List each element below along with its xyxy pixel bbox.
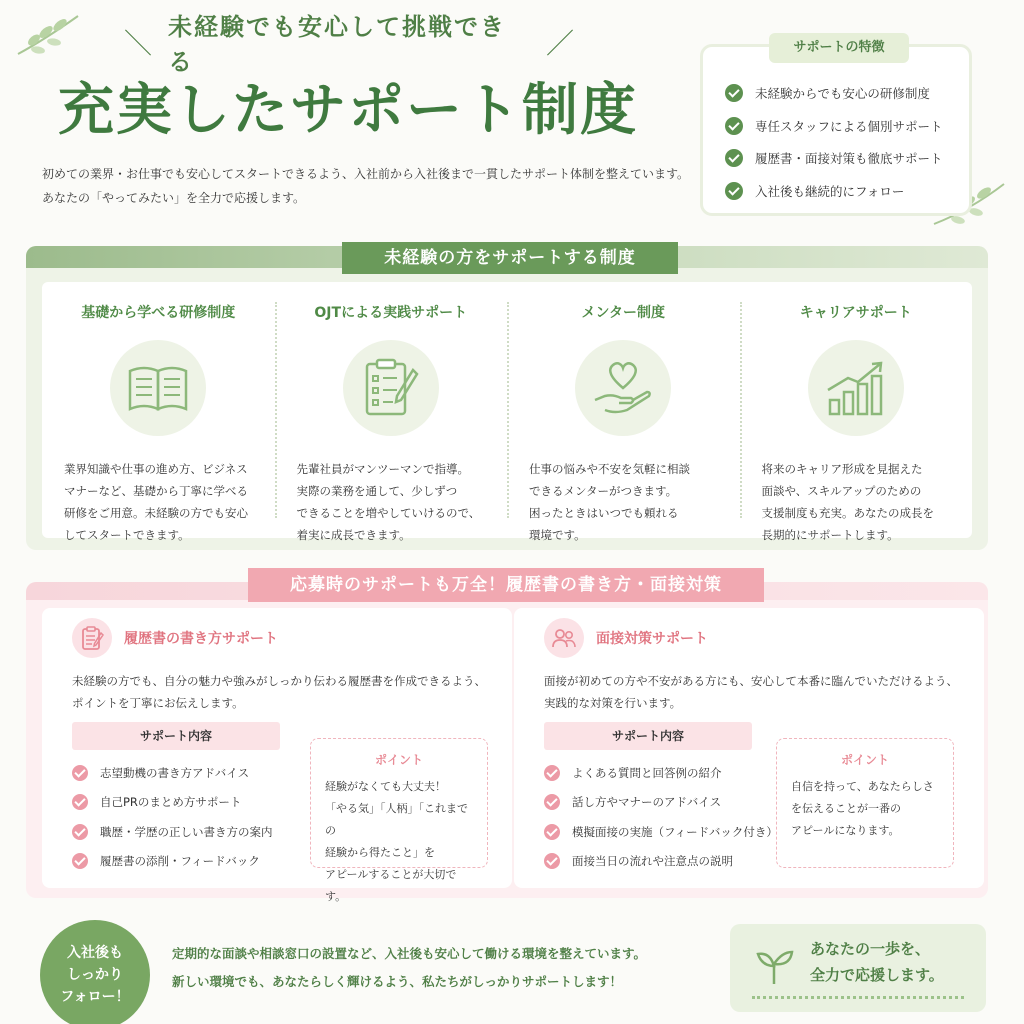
support-card-ojt <box>275 282 508 542</box>
list-item-label: 話し方やマナーのアドバイス <box>572 795 722 810</box>
cheer-box <box>730 924 986 1012</box>
interview-panel-header <box>544 618 708 658</box>
card-line: 先輩社員がマンツーマンで指導。 <box>296 462 469 476</box>
card-line: 環境です。 <box>529 528 586 542</box>
growth-chart-icon <box>808 340 904 436</box>
feature-item <box>725 110 943 143</box>
support-cards <box>42 282 972 542</box>
page-title: 充実したサポート制度 <box>58 77 638 143</box>
feature-item <box>725 77 943 110</box>
resume-point-box <box>310 738 488 903</box>
list-item <box>72 788 273 818</box>
interview-panel-desc <box>544 670 964 714</box>
check-icon <box>72 794 88 810</box>
badge-line: しっかり <box>67 967 123 983</box>
support-section-banner: 未経験の方をサポートする制度 <box>342 242 678 274</box>
intro-line: あなたの「やってみたい」を全力で応援します。 <box>42 191 306 205</box>
support-section <box>26 246 988 550</box>
point-text <box>791 776 939 842</box>
list-item <box>72 847 273 877</box>
card-line: できるメンターがつきます。 <box>529 484 678 498</box>
support-content-label: サポート内容 <box>544 722 752 750</box>
card-line: 面談や、スキルアップのための <box>761 484 922 498</box>
support-card-training <box>42 282 275 542</box>
list-item-label: 面接当日の流れや注意点の説明 <box>572 854 733 869</box>
point-title: ポイント <box>840 753 889 767</box>
resume-panel-title: 履歴書の書き方サポート <box>124 631 278 647</box>
list-item <box>72 817 273 847</box>
card-line: 長期的にサポートします。 <box>761 528 899 542</box>
desc-line: 面接が初めての方や不安がある方にも、安心して本番に臨んでいただけるよう、 <box>544 674 958 688</box>
card-title: メンター制度 <box>581 305 665 321</box>
check-icon <box>72 765 88 781</box>
dotted-divider <box>752 996 964 999</box>
point-line: アピールになります。 <box>791 824 900 837</box>
card-title: キャリアサポート <box>799 305 912 321</box>
card-text <box>529 458 718 546</box>
support-card-mentor <box>507 282 740 542</box>
point-line: 経験がなくても大丈夫！ <box>325 780 446 793</box>
badge-line: 入社後も <box>67 945 123 961</box>
point-line: 経験から得たこと」を <box>325 846 435 859</box>
list-item-label: 履歴書の添削・フィードバック <box>100 854 260 869</box>
cheer-line: あなたの一歩を、 <box>810 940 931 958</box>
card-line: 実際の業務を通して、少しずつ <box>296 484 458 498</box>
book-icon <box>110 340 206 436</box>
cheer-line: 全力で応援します。 <box>810 966 944 984</box>
desc-line: 実践的な対策を行います。 <box>544 696 682 710</box>
card-text <box>762 458 951 546</box>
feature-label: 入社後も継続的にフォロー <box>755 183 905 199</box>
list-item-label: 自己PRのまとめ方サポート <box>100 795 242 810</box>
features-list <box>725 77 943 207</box>
application-section-banner: 応募時のサポートも万全！履歴書の書き方・面接対策 <box>248 568 764 602</box>
slash-right-icon: ／ <box>545 27 576 60</box>
card-line: マナーなど、基礎から丁寧に学べる <box>64 484 248 498</box>
feature-label: 専任スタッフによる個別サポート <box>755 118 943 134</box>
interview-point-box <box>776 738 954 868</box>
list-item <box>544 817 778 847</box>
desc-line: 未経験の方でも、自分の魅力や強みがしっかり伝わる履歴書を作成できるよう、 <box>72 674 486 688</box>
resume-panel <box>42 608 512 903</box>
card-text <box>297 458 486 546</box>
resume-panel-desc <box>72 670 492 714</box>
resume-support-list <box>72 758 273 876</box>
card-title: 基礎から学べる研修制度 <box>81 305 236 321</box>
card-line: 将来のキャリア形成を見据えた <box>761 462 923 476</box>
list-item-label: 職歴・学歴の正しい書き方の案内 <box>100 824 273 839</box>
card-line: 支援制度も充実。あなたの成長を <box>761 506 934 520</box>
list-item <box>544 788 778 818</box>
footer-line: 新しい環境でも、あなたらしく輝けるよう、私たちがしっかりサポートします！ <box>172 974 623 989</box>
application-section <box>26 575 988 903</box>
check-icon <box>544 765 560 781</box>
check-icon <box>725 117 743 135</box>
list-item-label: 模擬面接の実施（フィードバック付き） <box>572 824 778 839</box>
check-icon <box>544 824 560 840</box>
card-line: できることを増やしていけるので、 <box>296 506 481 520</box>
point-line: アピールすることが大切です。 <box>325 868 457 903</box>
badge-line: フォロー！ <box>60 989 130 1005</box>
heart-hand-icon <box>575 340 671 436</box>
feature-item <box>725 142 943 175</box>
point-text <box>325 776 473 908</box>
point-line: 「やる気」「人柄」「これまでの <box>325 802 468 837</box>
check-icon <box>725 84 743 102</box>
point-line: 自信を持って、あなたらしさ <box>791 780 934 793</box>
check-icon <box>725 149 743 167</box>
support-card-career <box>740 282 973 542</box>
check-icon <box>72 824 88 840</box>
list-item <box>544 847 778 877</box>
cheer-text <box>810 936 980 988</box>
desc-line: ポイントを丁寧にお伝えします。 <box>72 696 244 710</box>
card-line: 業界知識や仕事の進め方、ビジネス <box>64 462 248 476</box>
clipboard-icon <box>343 340 439 436</box>
card-line: 着実に成長できます。 <box>296 528 411 542</box>
card-line: してスタートできます。 <box>64 528 190 542</box>
sprout-icon <box>752 944 796 988</box>
page-subtitle <box>110 13 590 76</box>
list-item-label: 志望動機の書き方アドバイス <box>100 765 250 780</box>
feature-item <box>725 175 943 208</box>
card-line: 研修をご用意。未経験の方でも安心 <box>64 506 248 520</box>
support-content-label: サポート内容 <box>72 722 280 750</box>
check-icon <box>72 853 88 869</box>
point-title: ポイント <box>374 753 423 767</box>
list-item <box>544 758 778 788</box>
interview-support-list <box>544 758 778 876</box>
card-line: 困ったときはいつでも頼れる <box>529 506 679 520</box>
feature-label: 履歴書・面接対策も徹底サポート <box>755 151 943 167</box>
slash-left-icon: ＼ <box>124 27 155 60</box>
people-icon <box>544 618 584 658</box>
check-icon <box>544 794 560 810</box>
list-item <box>72 758 273 788</box>
point-line: を伝えることが一番の <box>791 802 901 815</box>
card-title: OJTによる実践サポート <box>314 305 468 321</box>
resume-clipboard-icon <box>72 618 112 658</box>
footer-line: 定期的な面談や相談窓口の設置など、入社後も安心して働ける環境を整えています。 <box>172 946 647 961</box>
check-icon <box>725 182 743 200</box>
leaf-decoration-icon <box>14 10 84 60</box>
intro-text <box>42 162 702 210</box>
features-box <box>700 40 972 216</box>
card-text <box>64 458 253 546</box>
resume-panel-header <box>72 618 278 658</box>
footer-message <box>172 940 712 996</box>
card-line: 仕事の悩みや不安を気軽に相談 <box>529 462 690 476</box>
interview-panel <box>514 608 984 888</box>
intro-line: 初めての業界・お仕事でも安心してスタートできるよう、入社前から入社後まで一貫したサポート体制を整えています。 <box>42 167 690 181</box>
list-item-label: よくある質問と回答例の紹介 <box>572 765 722 780</box>
feature-label: 未経験からでも安心の研修制度 <box>755 86 930 102</box>
interview-panel-title: 面接対策サポート <box>596 631 708 647</box>
follow-badge <box>40 920 150 1024</box>
check-icon <box>544 853 560 869</box>
subtitle-text: 未経験でも安心して挑戦できる <box>168 13 507 76</box>
features-title: サポートの特徴 <box>769 33 909 63</box>
